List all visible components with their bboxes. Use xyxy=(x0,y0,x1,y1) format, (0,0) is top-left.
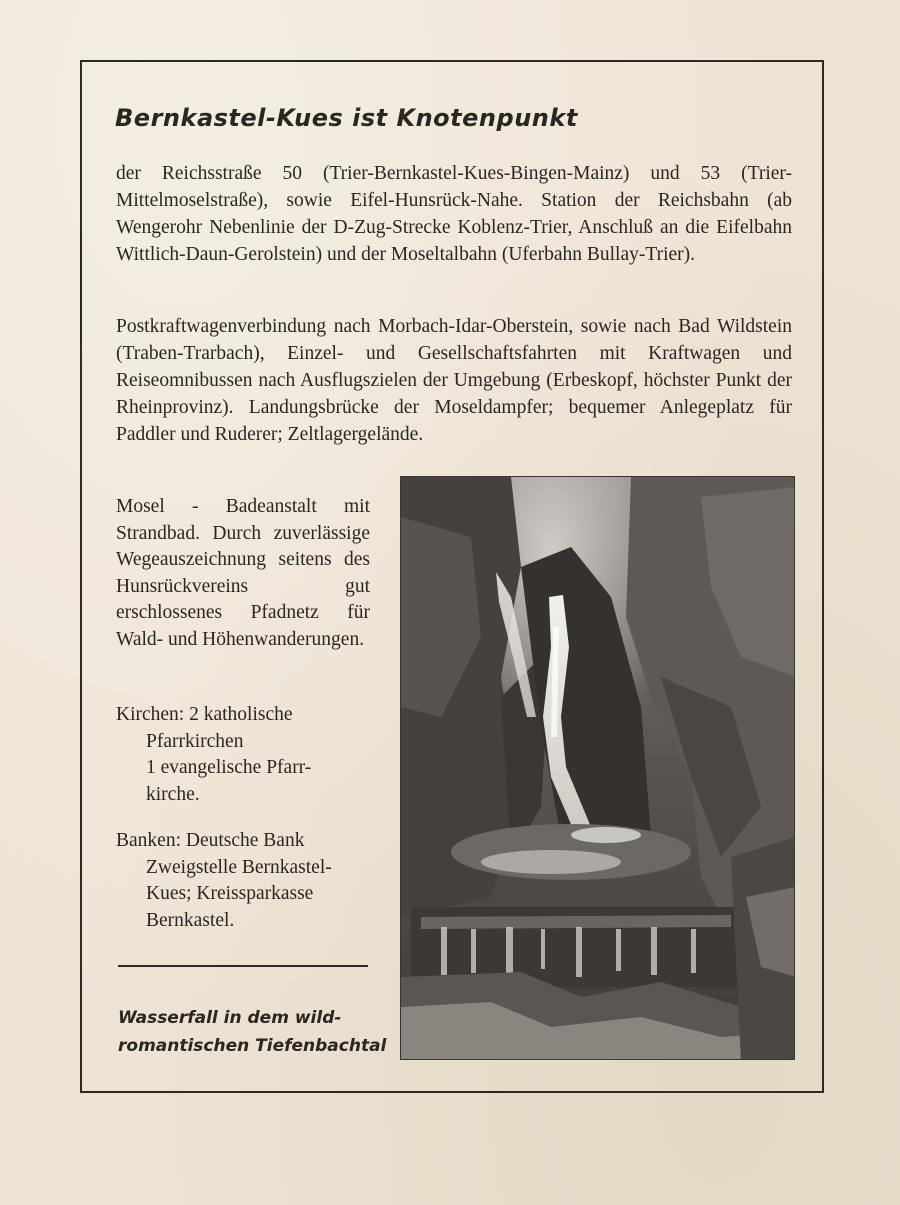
transport-paragraph: der Reichsstraße 50 (Trier-Bernkastel-Kues-Bingen-Mainz) und 53 (Trier-Mittelmoselstraße), sowie Eifel-Hunsrück-Nahe. Station der Reichsbahn (ab Wengerohr Nebenlinie der D-Zug-Strecke Koblenz-Trier, Anschluß an die Eifelbahn Wittlich-Daun-Gerolstein) und der Moseltalbahn (Uferbahn Bullay-Trier). xyxy=(116,163,792,265)
waterfall-illustration xyxy=(401,477,795,1060)
caption-divider xyxy=(118,965,368,967)
banks-line: Banken: Deutsche Bank xyxy=(116,830,305,851)
banks-line: Bernkastel. xyxy=(146,909,235,931)
banks-line: Zweigstelle Bernkastel- xyxy=(146,856,332,878)
caption-line: romantischen Tiefenbachtal xyxy=(118,1036,387,1056)
bus-paragraph: Postkraftwagenverbindung nach Morbach-Idar-Oberstein, sowie nach Bad Wildstein (Traben-Trarbach), Einzel- und Gesellschaftsfahrten mit Kraftwagen und Reiseomnibussen nach Ausflugszielen der Umgebung (Erbeskopf, höchster Punkt der Rheinprovinz). Landungsbrücke der Moseldampfer; bequemer Anlegeplatz für Paddler und Ruderer; Zeltlagergelände. xyxy=(116,316,792,445)
waterfall-photo xyxy=(400,476,795,1060)
page-title: Bernkastel-Kues ist Knotenpunkt xyxy=(115,104,578,132)
churches-line: Pfarrkirchen xyxy=(146,730,244,752)
bath-paragraph: Mosel - Badeanstalt mit Strandbad. Durch zuverlässige Wegeauszeichnung seitens des Hunsrückvereins gut erschlossenes Pfadnetz für Wald- und Höhenwanderungen. xyxy=(116,496,370,650)
churches-line: 1 evangelische Pfarr- xyxy=(146,757,312,778)
churches-line: Kirchen: 2 katholische xyxy=(116,704,293,725)
banks-line: Kues; Kreissparkasse xyxy=(146,883,314,904)
banks-info xyxy=(116,828,370,934)
churches-info xyxy=(116,702,370,808)
churches-line: kirche. xyxy=(146,783,200,805)
photo-caption xyxy=(118,1004,387,1060)
caption-line: Wasserfall in dem wild- xyxy=(118,1008,342,1028)
